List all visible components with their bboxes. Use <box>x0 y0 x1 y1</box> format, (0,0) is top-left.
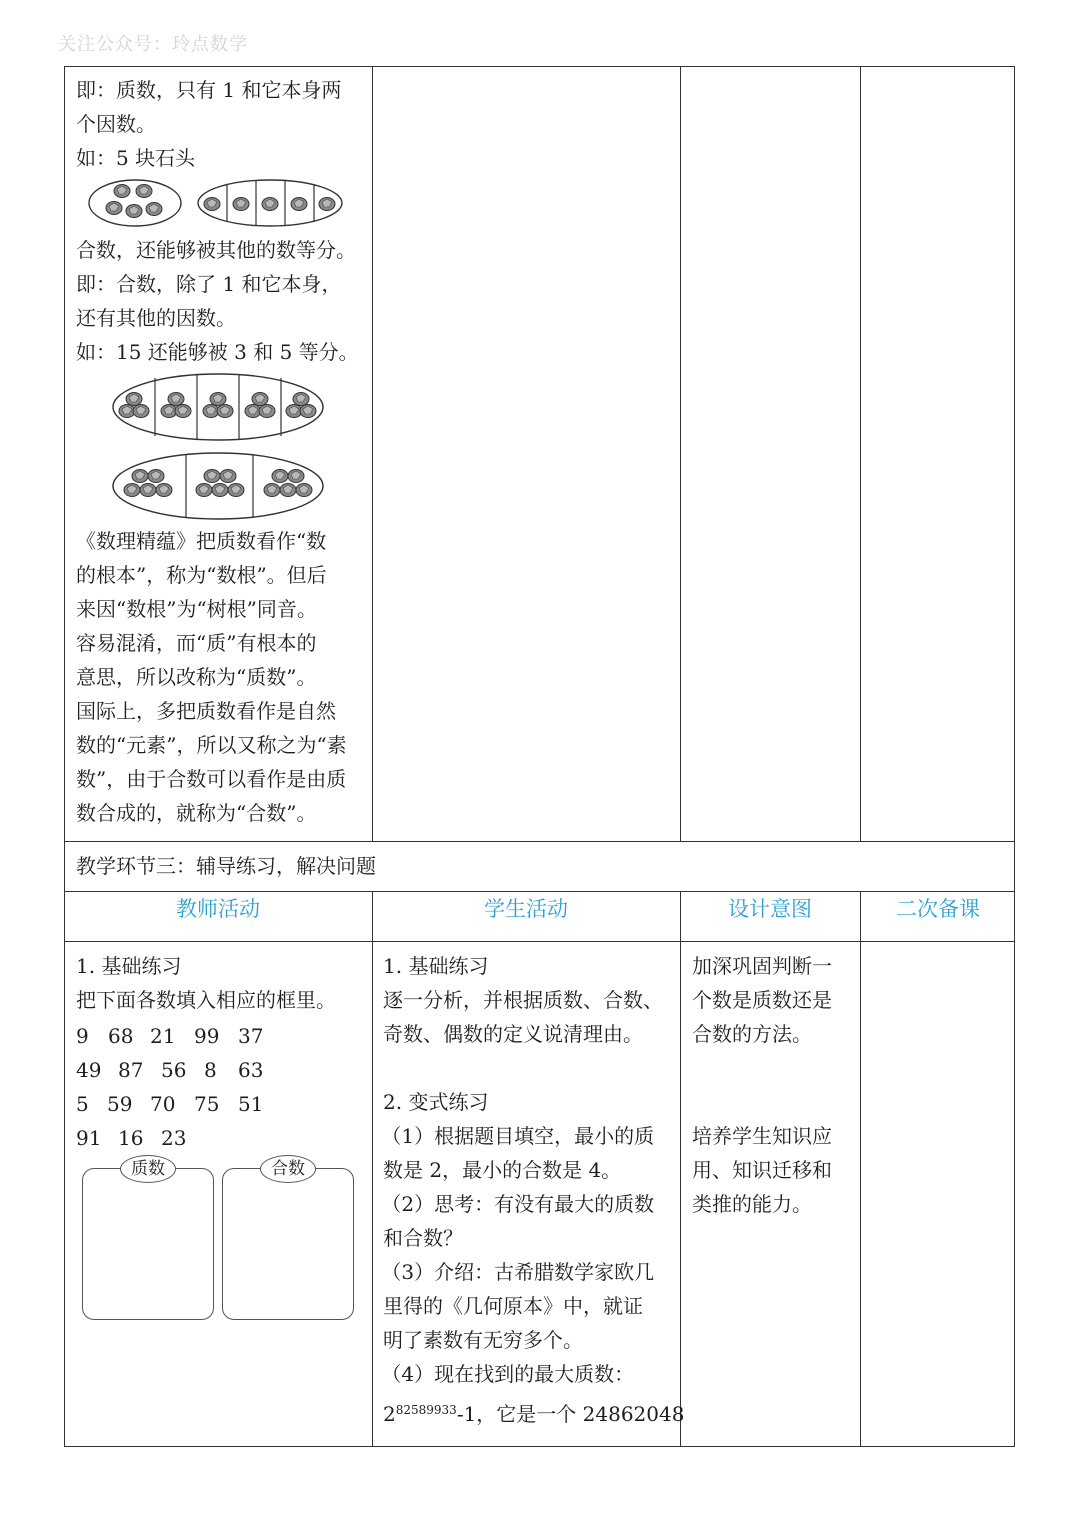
text-line: （2）思考：有没有最大的质数 <box>375 1192 655 1216</box>
row-divider-3 <box>64 941 1015 942</box>
text-line: 个数是质数还是 <box>692 988 832 1012</box>
col-divider-5 <box>680 891 681 1447</box>
number-item: 56 <box>161 1058 187 1082</box>
text-line: 加深巩固判断一 <box>692 954 832 978</box>
prime-box-label: 质数 <box>120 1155 176 1183</box>
number-item: 5 <box>76 1092 89 1116</box>
col-divider-4 <box>372 891 373 1447</box>
col-divider-6 <box>860 891 861 1447</box>
text-line: 即：质数，只有 1 和它本身两 <box>76 78 342 102</box>
text-line: 数是 2，最小的合数是 4。 <box>383 1158 622 1182</box>
number-item: 99 <box>194 1024 220 1048</box>
text-line: 《数理精蕴》把质数看作“数 <box>76 529 327 553</box>
text-line: 奇数、偶数的定义说清理由。 <box>383 1022 643 1046</box>
text-line: 意思，所以改称为“质数”。 <box>76 665 317 689</box>
text-line: （1）根据题目填空，最小的质 <box>375 1124 655 1148</box>
student-variation-title: 2. 变式练习 <box>383 1090 489 1114</box>
text-line: 数合成的，就称为“合数”。 <box>76 801 317 825</box>
text-line: 数”，由于合数可以看作是由质 <box>76 767 347 791</box>
text-line: （4）现在找到的最大质数： <box>375 1362 635 1386</box>
col-divider-3 <box>860 66 861 841</box>
number-item: 75 <box>194 1092 220 1116</box>
text-line: 合数，还能够被其他的数等分。 <box>76 238 356 262</box>
text-line: 个因数。 <box>76 112 156 136</box>
number-item: 59 <box>107 1092 133 1116</box>
number-item: 51 <box>238 1092 264 1116</box>
text-line: （3）介绍：古希腊数学家欧几 <box>375 1260 655 1284</box>
number-item: 8 <box>204 1058 217 1082</box>
text-line: 类推的能力。 <box>692 1192 812 1216</box>
text-line: 和合数？ <box>383 1226 463 1250</box>
text-line: 如：5 块石头 <box>76 146 196 170</box>
row-divider-2 <box>64 891 1015 892</box>
text-line: 来因“数根”为“树根”同音。 <box>76 597 317 621</box>
col-divider-1 <box>372 66 373 841</box>
text-line: 数的“元素”，所以又称之为“素 <box>76 733 347 757</box>
row-divider-1 <box>64 841 1015 842</box>
largest-prime-line <box>383 1398 684 1432</box>
number-item: 9 <box>76 1024 89 1048</box>
composite-box-label: 合数 <box>260 1155 316 1183</box>
text-line: 培养学生知识应 <box>692 1124 832 1148</box>
text-line: 国际上，多把质数看作是自然 <box>76 699 336 723</box>
prime-box <box>82 1168 214 1320</box>
text-line: 明了素数有无穷多个。 <box>383 1328 583 1352</box>
text-line: 逐一分析，并根据质数、合数、 <box>383 988 663 1012</box>
section-title: 教学环节三：辅导练习，解决问题 <box>76 854 376 878</box>
largest-prime-tail: -1，它是一个 24862048 <box>456 1402 685 1426</box>
text-line: 容易混淆，而“质”有根本的 <box>76 631 317 655</box>
number-item: 37 <box>238 1024 264 1048</box>
text-line: 用、知识迁移和 <box>692 1158 832 1182</box>
five-stones-illustration <box>86 176 348 230</box>
number-item: 87 <box>118 1058 144 1082</box>
number-item: 70 <box>150 1092 176 1116</box>
power-base: 2 <box>383 1402 396 1426</box>
col-divider-2 <box>680 66 681 841</box>
text-line: 还有其他的因数。 <box>76 306 236 330</box>
text-line: 里得的《几何原本》中，就证 <box>383 1294 643 1318</box>
number-item: 21 <box>150 1024 176 1048</box>
number-item: 68 <box>108 1024 134 1048</box>
number-item: 91 <box>76 1126 102 1150</box>
number-item: 49 <box>76 1058 102 1082</box>
teacher-exercise-title: 1. 基础练习 <box>76 954 182 978</box>
number-item: 63 <box>238 1058 264 1082</box>
fifteen-stones-illustration <box>110 370 328 522</box>
student-exercise-title: 1. 基础练习 <box>383 954 489 978</box>
text-line: 即：合数，除了 1 和它本身， <box>76 272 342 296</box>
text-line: 的根本”，称为“数根”。但后 <box>76 563 327 587</box>
text-line: 如：15 还能够被 3 和 5 等分。 <box>76 340 359 364</box>
watermark: 关注公众号：玲点数学 <box>58 34 248 55</box>
composite-box <box>222 1168 354 1320</box>
teacher-instruction: 把下面各数填入相应的框里。 <box>76 988 336 1012</box>
power-exponent: 82589933 <box>395 1403 457 1417</box>
number-item: 16 <box>118 1126 144 1150</box>
text-line: 合数的方法。 <box>692 1022 812 1046</box>
number-item: 23 <box>161 1126 187 1150</box>
